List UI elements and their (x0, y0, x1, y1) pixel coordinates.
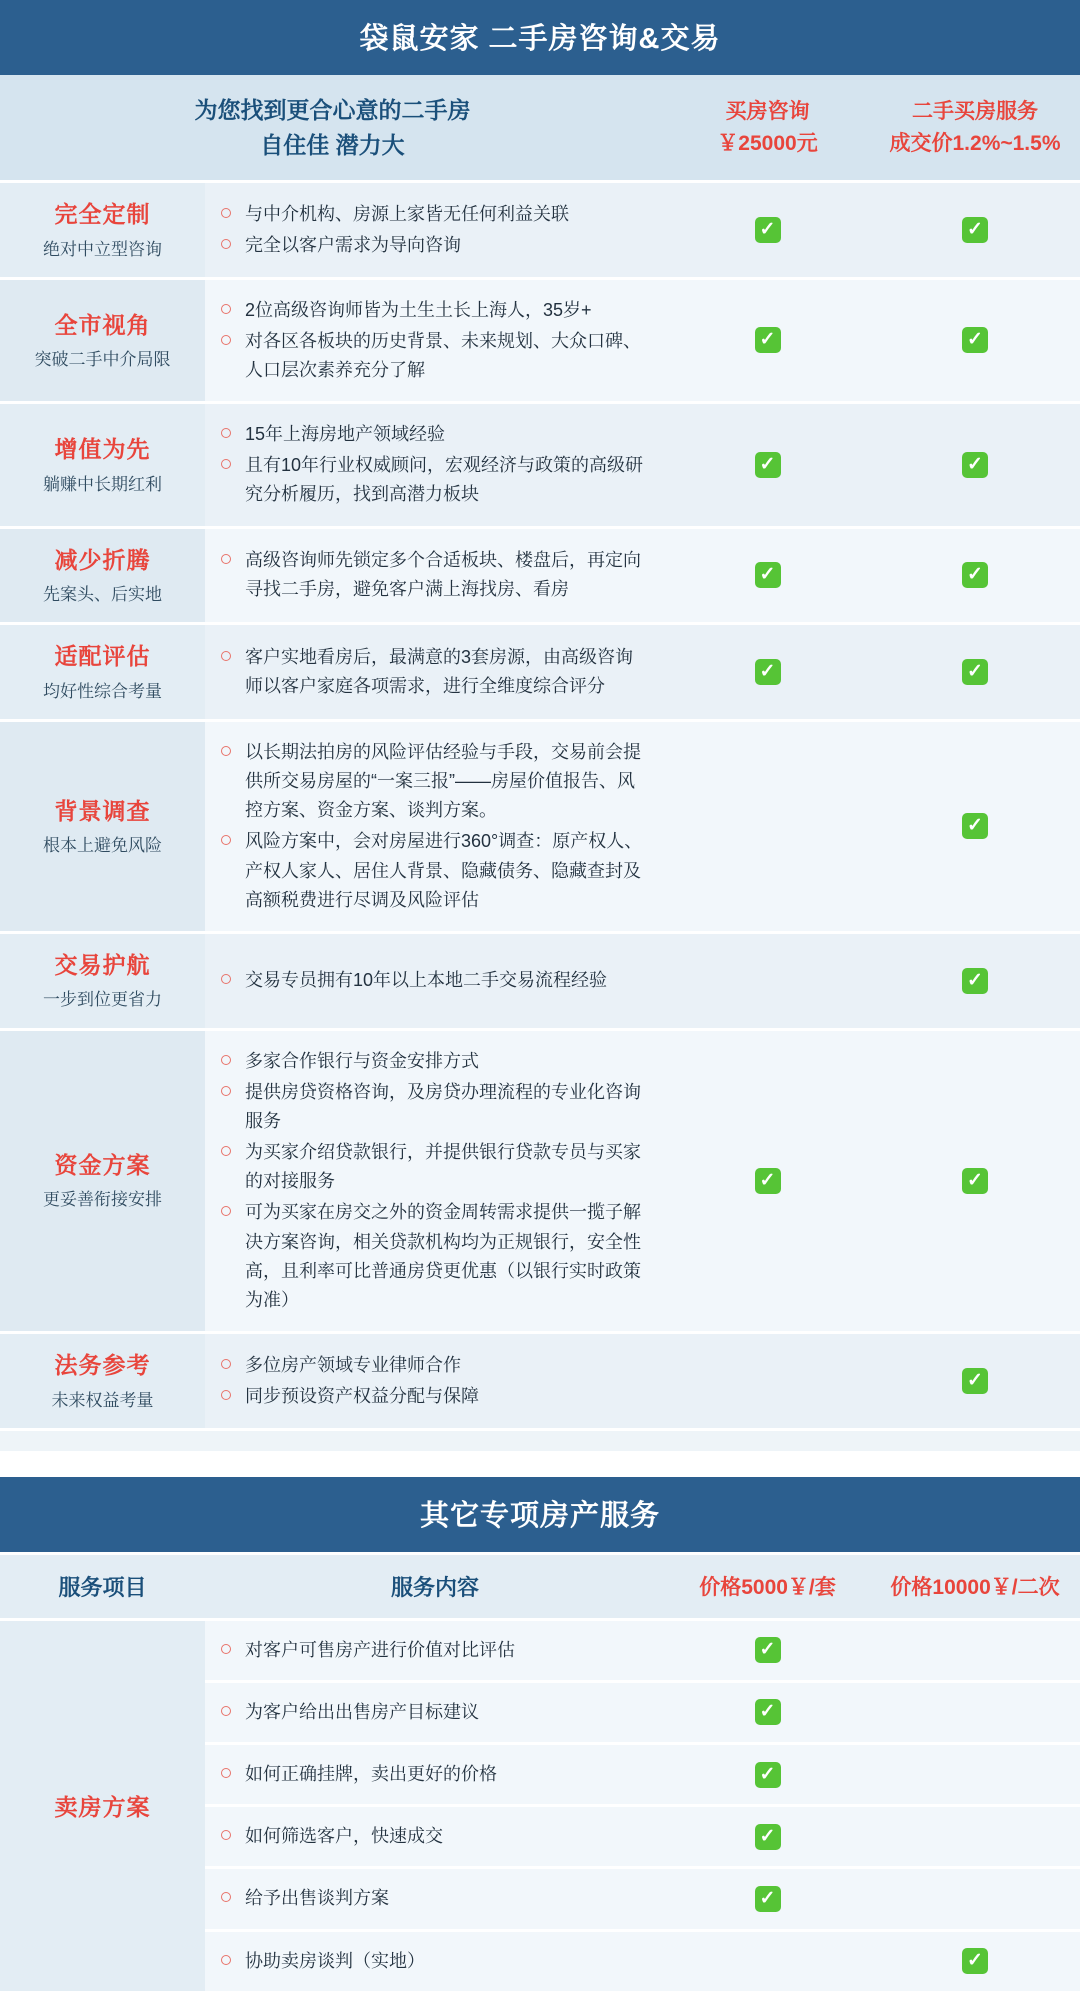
bullet-item: 完全以客户需求为导向咨询 (219, 231, 649, 260)
bullet-list (219, 546, 649, 604)
bullet-item: 如何筛选客户，快速成交 (219, 1822, 649, 1851)
check-icon: ✓ (962, 1168, 988, 1194)
check-cell (665, 1744, 870, 1806)
bullet-item: 多位房产领域专业律师合作 (219, 1351, 649, 1380)
row-title: 法务参考 (54, 1352, 151, 1379)
check-cell (870, 1333, 1080, 1430)
bullet-item: 与中介机构、房源上家皆无任何利益关联 (219, 200, 649, 229)
row-content (205, 721, 665, 933)
table-footer-spacer (0, 1429, 1080, 1451)
row-content (205, 182, 665, 279)
bullet-item: 多家合作银行与资金安排方式 (219, 1047, 649, 1076)
header-subtitle (0, 75, 665, 182)
table-row (0, 182, 1080, 279)
check-cell (665, 1681, 870, 1743)
service-content (205, 1806, 665, 1868)
bullet-list (219, 1636, 649, 1665)
row-content (205, 624, 665, 721)
header-price-service-label: 二手买房服务 (912, 100, 1038, 123)
bullet-list (219, 1822, 649, 1851)
header-price-service (870, 75, 1080, 182)
bullet-item: 风险方案中，会对房屋进行360°调查：原产权人、产权人家人、居住人背景、隐藏债务、隐藏查封及高额税费进行尽调及风险评估 (219, 827, 649, 914)
spacer-cell (0, 1429, 1080, 1451)
check-cell (665, 1333, 870, 1430)
table-row (0, 1619, 1080, 1681)
row-subtitle: 一步到位更省力 (43, 990, 162, 1010)
section2-head-price2: 价格10000￥/二次 (870, 1553, 1080, 1619)
bullet-list (219, 1351, 649, 1411)
bullet-list (219, 296, 649, 385)
row-label (0, 182, 205, 279)
table-row (0, 721, 1080, 933)
check-cell (665, 403, 870, 527)
check-cell (665, 1619, 870, 1681)
check-cell (870, 1744, 1080, 1806)
service-content (205, 1930, 665, 1991)
check-icon: ✓ (755, 217, 781, 243)
row-title: 背景调查 (54, 797, 151, 824)
check-cell (665, 182, 870, 279)
bullet-item: 同步预设资产权益分配与保障 (219, 1382, 649, 1411)
service-group-label: 卖房方案 (0, 1619, 205, 1990)
check-icon: ✓ (962, 813, 988, 839)
bullet-item: 客户实地看房后，最满意的3套房源，由高级咨询师以客户家庭各项需求，进行全维度综合评分 (219, 643, 649, 701)
check-cell (870, 403, 1080, 527)
bullet-item: 高级咨询师先锁定多个合适板块、楼盘后，再定向寻找二手房，避免客户满上海找房、看房 (219, 546, 649, 604)
bullet-item: 为客户给出出售房产目标建议 (219, 1698, 649, 1727)
section2-title-row (0, 1477, 1080, 1554)
bullet-item: 15年上海房地产领域经验 (219, 420, 649, 449)
page-title: 袋鼠安家 二手房咨询&交易 (0, 0, 1080, 75)
check-icon: ✓ (755, 1886, 781, 1912)
check-cell (665, 624, 870, 721)
check-cell (870, 721, 1080, 933)
service-content (205, 1681, 665, 1743)
check-icon: ✓ (755, 452, 781, 478)
bullet-item: 对客户可售房产进行价值对比评估 (219, 1636, 649, 1665)
row-label (0, 1333, 205, 1430)
section2-title: 其它专项房产服务 (0, 1477, 1080, 1554)
bullet-item: 协助卖房谈判（实地） (219, 1947, 649, 1976)
check-icon: ✓ (962, 327, 988, 353)
row-label (0, 721, 205, 933)
row-content (205, 278, 665, 402)
check-icon: ✓ (962, 659, 988, 685)
check-icon: ✓ (755, 659, 781, 685)
header-price-service-value: 成交价1.2%~1.5% (889, 131, 1061, 155)
row-subtitle: 突破二手中介局限 (34, 350, 171, 370)
check-cell (665, 278, 870, 402)
check-cell (870, 1681, 1080, 1743)
bullet-item: 可为买家在房交之外的资金周转需求提供一揽子解决方案咨询，相关贷款机构均为正规银行，安全性高，且利率可比普通房贷更优惠（以银行实时政策为准） (219, 1198, 649, 1315)
check-cell (665, 1806, 870, 1868)
check-cell (870, 1619, 1080, 1681)
header-price-consult-label: 买房咨询 (725, 100, 810, 123)
check-icon: ✓ (962, 562, 988, 588)
check-icon: ✓ (962, 1368, 988, 1394)
table-row (0, 278, 1080, 402)
row-content (205, 1029, 665, 1332)
bullet-list (219, 643, 649, 701)
extra-service-table (0, 1477, 1080, 1991)
check-icon: ✓ (755, 562, 781, 588)
table-row (0, 403, 1080, 527)
row-subtitle: 绝对中立型咨询 (43, 239, 162, 259)
row-label (0, 1029, 205, 1332)
row-content (205, 932, 665, 1029)
section2-head-item: 服务项目 (0, 1553, 205, 1619)
check-cell (665, 1930, 870, 1991)
row-label (0, 403, 205, 527)
check-cell (870, 278, 1080, 402)
bullet-item: 给予出售谈判方案 (219, 1884, 649, 1913)
check-cell (870, 527, 1080, 624)
service-content (205, 1619, 665, 1681)
check-icon: ✓ (962, 1948, 988, 1974)
bullet-list (219, 738, 649, 915)
check-icon: ✓ (755, 1168, 781, 1194)
bullet-list (219, 1947, 649, 1976)
header-price-consult (665, 75, 870, 182)
bullet-item: 交易专员拥有10年以上本地二手交易流程经验 (219, 966, 649, 995)
table-row (0, 1333, 1080, 1430)
title-row (0, 0, 1080, 75)
check-cell (870, 932, 1080, 1029)
row-content (205, 527, 665, 624)
check-icon: ✓ (755, 1637, 781, 1663)
bullet-item: 2位高级咨询师皆为土生土长上海人，35岁+ (219, 296, 649, 325)
check-icon: ✓ (962, 452, 988, 478)
table-row (0, 1029, 1080, 1332)
check-cell (665, 1868, 870, 1930)
bullet-item: 且有10年行业权威顾问，宏观经济与政策的高级研究分析履历，找到高潜力板块 (219, 451, 649, 509)
row-subtitle: 根本上避免风险 (43, 836, 162, 856)
bullet-list (219, 1698, 649, 1727)
service-content (205, 1744, 665, 1806)
bullet-item: 对各区各板块的历史背景、未来规划、大众口碑、人口层次素养充分了解 (219, 327, 649, 385)
bullet-list (219, 966, 649, 995)
row-title: 交易护航 (54, 951, 151, 978)
check-cell (665, 527, 870, 624)
row-title: 全市视角 (54, 311, 151, 338)
check-cell (665, 1029, 870, 1332)
check-icon: ✓ (755, 1824, 781, 1850)
section2-head-content: 服务内容 (205, 1553, 665, 1619)
check-cell (665, 932, 870, 1029)
check-cell (870, 624, 1080, 721)
row-title: 完全定制 (54, 201, 151, 227)
bullet-list (219, 200, 649, 260)
row-title: 增值为先 (54, 436, 151, 463)
row-label (0, 527, 205, 624)
bullet-item: 为买家介绍贷款银行，并提供银行贷款专员与买家的对接服务 (219, 1138, 649, 1196)
header-subtitle-line1: 为您找到更合心意的二手房 (194, 97, 471, 123)
table-row (0, 624, 1080, 721)
row-subtitle: 均好性综合考量 (43, 681, 162, 701)
check-cell (870, 182, 1080, 279)
row-title: 适配评估 (54, 643, 151, 670)
header-price-consult-value: ￥25000元 (717, 131, 818, 155)
row-subtitle: 未来权益考量 (51, 1390, 154, 1410)
header-row (0, 75, 1080, 182)
bullet-list (219, 1047, 649, 1315)
row-label (0, 624, 205, 721)
bullet-list (219, 1760, 649, 1789)
bullet-list (219, 1884, 649, 1913)
row-title: 资金方案 (54, 1151, 151, 1178)
row-subtitle: 更妥善衔接安排 (43, 1190, 162, 1210)
check-icon: ✓ (962, 217, 988, 243)
check-icon: ✓ (755, 1762, 781, 1788)
check-cell (665, 721, 870, 933)
check-icon: ✓ (962, 968, 988, 994)
bullet-list (219, 420, 649, 509)
service-content (205, 1868, 665, 1930)
section2-header-row (0, 1553, 1080, 1619)
check-cell (870, 1806, 1080, 1868)
row-label (0, 932, 205, 1029)
section-gap (0, 1451, 1080, 1477)
row-content (205, 1333, 665, 1430)
bullet-item: 以长期法拍房的风险评估经验与手段，交易前会提供所交易房屋的“一案三报”——房屋价值报告、风控方案、资金方案、谈判方案。 (219, 738, 649, 825)
header-subtitle-line2: 自住佳 潜力大 (260, 131, 405, 158)
row-title: 减少折腾 (54, 546, 151, 573)
check-cell (870, 1029, 1080, 1332)
row-label (0, 278, 205, 402)
table-row (0, 527, 1080, 624)
check-icon: ✓ (755, 1699, 781, 1725)
bullet-item: 如何正确挂牌，卖出更好的价格 (219, 1760, 649, 1789)
table-row (0, 932, 1080, 1029)
row-subtitle: 躺赚中长期红利 (43, 474, 162, 494)
check-icon: ✓ (755, 327, 781, 353)
check-cell (870, 1930, 1080, 1991)
check-cell (870, 1868, 1080, 1930)
section2-head-price1: 价格5000￥/套 (665, 1553, 870, 1619)
bullet-item: 提供房贷资格咨询，及房贷办理流程的专业化咨询服务 (219, 1078, 649, 1136)
row-content (205, 403, 665, 527)
row-subtitle: 先案头、后实地 (43, 585, 162, 605)
